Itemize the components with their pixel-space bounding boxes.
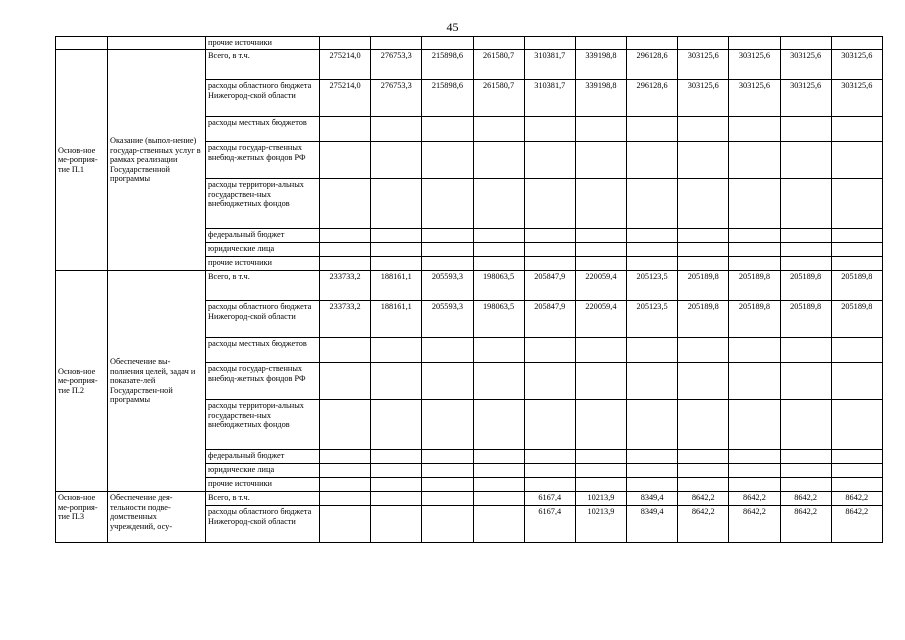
value-cell [422,243,473,257]
value-cell [371,229,422,243]
value-cell: 303125,6 [831,50,882,80]
value-cell: 8642,2 [729,492,780,506]
value-cell [473,179,524,229]
value-cell: 310381,7 [524,50,575,80]
value-cell [627,257,678,271]
value-cell [473,478,524,492]
value-cell [780,400,831,450]
value-cell [473,229,524,243]
value-cell [575,179,626,229]
measure-label: Основ-ное ме-роприя-тие П.1 [56,50,108,271]
value-cell [831,117,882,142]
value-cell [320,492,371,506]
value-cell [371,243,422,257]
value-cell: 8642,2 [678,492,729,506]
value-cell [524,37,575,50]
value-cell: 296128,6 [627,80,678,117]
value-cell [575,117,626,142]
measure-description: Обеспечение вы-полнения целей, задач и показате-лей Государствен-ной программы [108,271,206,492]
value-cell [729,464,780,478]
value-cell [320,506,371,543]
table-row [56,271,883,301]
row-label: расходы областного бюджета Нижегород-ской области [206,506,320,543]
value-cell [831,257,882,271]
value-cell [320,363,371,400]
value-cell [729,257,780,271]
value-cell: 205189,8 [780,301,831,338]
table-cell-empty [108,37,206,50]
value-cell: 8642,2 [780,506,831,543]
value-cell [831,37,882,50]
measure-label: Основ-ное ме-роприя-тие П.2 [56,271,108,492]
row-label: прочие источники [206,478,320,492]
value-cell [780,450,831,464]
row-label: прочие источники [206,257,320,271]
value-cell [831,464,882,478]
value-cell [422,179,473,229]
value-cell [524,338,575,363]
value-cell: 188161,1 [371,271,422,301]
value-cell: 188161,1 [371,301,422,338]
value-cell [780,37,831,50]
value-cell [575,257,626,271]
value-cell: 198063,5 [473,271,524,301]
value-cell [473,506,524,543]
value-cell [678,142,729,179]
value-cell: 303125,6 [678,50,729,80]
value-cell [729,37,780,50]
value-cell [524,478,575,492]
row-label: расходы областного бюджета Нижегород-ской области [206,80,320,117]
value-cell [422,478,473,492]
value-cell [678,363,729,400]
row-label: прочие источники [206,37,320,50]
value-cell [422,492,473,506]
value-cell: 205593,3 [422,271,473,301]
value-cell [524,117,575,142]
value-cell: 205123,5 [627,271,678,301]
value-cell [831,363,882,400]
value-cell [575,450,626,464]
value-cell [831,179,882,229]
value-cell [831,229,882,243]
value-cell [627,142,678,179]
value-cell [575,478,626,492]
table-row [56,492,883,506]
value-cell: 205189,8 [678,271,729,301]
value-cell [575,338,626,363]
value-cell [729,400,780,450]
value-cell: 8642,2 [780,492,831,506]
value-cell: 215898,6 [422,50,473,80]
value-cell [729,243,780,257]
value-cell [473,338,524,363]
value-cell [627,400,678,450]
value-cell: 303125,6 [729,50,780,80]
value-cell [780,464,831,478]
value-cell: 8642,2 [678,506,729,543]
value-cell [473,400,524,450]
value-cell: 10213,9 [575,492,626,506]
value-cell: 275214,0 [320,80,371,117]
value-cell [729,450,780,464]
value-cell: 8642,2 [831,506,882,543]
value-cell [371,338,422,363]
value-cell [320,257,371,271]
value-cell [627,179,678,229]
value-cell: 233733,2 [320,271,371,301]
value-cell [473,142,524,179]
value-cell [320,37,371,50]
value-cell [371,478,422,492]
value-cell [678,464,729,478]
value-cell [729,478,780,492]
row-label: Всего, в т.ч. [206,50,320,80]
value-cell [729,338,780,363]
value-cell: 8349,4 [627,492,678,506]
value-cell [320,464,371,478]
value-cell [575,243,626,257]
value-cell [678,229,729,243]
row-label: юридические лица [206,464,320,478]
value-cell [371,179,422,229]
value-cell: 303125,6 [780,50,831,80]
value-cell [627,450,678,464]
value-cell [575,363,626,400]
value-cell [371,464,422,478]
value-cell [678,400,729,450]
budget-table [55,36,883,543]
value-cell [422,464,473,478]
row-label: федеральный бюджет [206,229,320,243]
value-cell [422,363,473,400]
value-cell [524,243,575,257]
value-cell: 276753,3 [371,50,422,80]
value-cell [780,142,831,179]
value-cell [831,478,882,492]
value-cell [780,243,831,257]
value-cell [371,492,422,506]
row-label: Всего, в т.ч. [206,271,320,301]
value-cell [371,37,422,50]
value-cell [524,400,575,450]
value-cell: 198063,5 [473,301,524,338]
value-cell [320,243,371,257]
value-cell [678,117,729,142]
row-label: расходы местных бюджетов [206,117,320,142]
value-cell [831,450,882,464]
value-cell: 8349,4 [627,506,678,543]
value-cell [473,492,524,506]
value-cell [575,37,626,50]
value-cell [678,243,729,257]
value-cell [831,142,882,179]
value-cell [371,450,422,464]
row-label: расходы государ-ственных внебюд-жетных фондов РФ [206,142,320,179]
value-cell: 261580,7 [473,80,524,117]
value-cell: 10213,9 [575,506,626,543]
value-cell [780,117,831,142]
value-cell [473,117,524,142]
row-label: расходы территори-альных государствен-ных внебюджетных фондов [206,400,320,450]
value-cell [371,117,422,142]
value-cell [729,179,780,229]
value-cell [524,142,575,179]
page-number: 45 [446,20,459,34]
value-cell [831,338,882,363]
value-cell: 233733,2 [320,301,371,338]
value-cell [422,338,473,363]
value-cell [831,400,882,450]
value-cell [627,363,678,400]
value-cell: 205593,3 [422,301,473,338]
value-cell: 205189,8 [780,271,831,301]
value-cell [627,117,678,142]
value-cell [524,464,575,478]
row-label: расходы местных бюджетов [206,338,320,363]
value-cell [371,142,422,179]
value-cell [473,257,524,271]
value-cell [780,229,831,243]
value-cell [422,400,473,450]
value-cell [422,37,473,50]
value-cell [678,450,729,464]
value-cell [780,179,831,229]
value-cell [575,229,626,243]
measure-description: Обеспечение дея-тельности подве-домственных учреждений, осу- [108,492,206,543]
table-row [56,37,883,50]
value-cell [473,363,524,400]
value-cell [627,229,678,243]
value-cell [524,257,575,271]
value-cell: 205189,8 [678,301,729,338]
value-cell [575,464,626,478]
value-cell [320,450,371,464]
value-cell [320,179,371,229]
value-cell [678,478,729,492]
value-cell [320,117,371,142]
value-cell: 6167,4 [524,492,575,506]
value-cell: 8642,2 [729,506,780,543]
value-cell: 275214,0 [320,50,371,80]
value-cell [575,400,626,450]
value-cell [371,257,422,271]
value-cell: 310381,7 [524,80,575,117]
value-cell: 296128,6 [627,50,678,80]
measure-label: Основ-ное ме-роприя-тие П.3 [56,492,108,543]
value-cell [627,464,678,478]
value-cell: 339198,8 [575,50,626,80]
value-cell: 205189,8 [729,271,780,301]
value-cell: 303125,6 [780,80,831,117]
value-cell [575,142,626,179]
value-cell [831,243,882,257]
value-cell [780,363,831,400]
value-cell [320,229,371,243]
value-cell [371,363,422,400]
value-cell: 8642,2 [831,492,882,506]
value-cell [780,338,831,363]
value-cell: 215898,6 [422,80,473,117]
value-cell [422,450,473,464]
value-cell [524,363,575,400]
value-cell [320,400,371,450]
row-label: расходы государ-ственных внебюд-жетных фондов РФ [206,363,320,400]
value-cell: 205847,9 [524,271,575,301]
budget-table-body [56,37,883,543]
value-cell [422,506,473,543]
table-cell-empty [56,37,108,50]
value-cell [371,506,422,543]
value-cell: 205189,8 [729,301,780,338]
value-cell [678,179,729,229]
value-cell: 339198,8 [575,80,626,117]
value-cell: 205189,8 [831,271,882,301]
value-cell [627,37,678,50]
table-row [56,50,883,80]
value-cell [780,478,831,492]
value-cell [320,338,371,363]
value-cell [473,37,524,50]
value-cell [678,37,729,50]
measure-description: Оказание (выпол-нение) государ-ственных услуг в рамках реализации Государственной программы [108,50,206,271]
value-cell [473,450,524,464]
value-cell [422,142,473,179]
value-cell [320,478,371,492]
value-cell: 303125,6 [831,80,882,117]
value-cell: 220059,4 [575,271,626,301]
value-cell [422,257,473,271]
value-cell [729,117,780,142]
value-cell: 261580,7 [473,50,524,80]
value-cell: 205123,5 [627,301,678,338]
row-label: расходы территори-альных государствен-ных внебюджетных фондов [206,179,320,229]
value-cell [320,142,371,179]
value-cell [371,400,422,450]
value-cell [422,117,473,142]
value-cell [678,338,729,363]
row-label: юридические лица [206,243,320,257]
value-cell [627,478,678,492]
value-cell: 205847,9 [524,301,575,338]
row-label: Всего, в т.ч. [206,492,320,506]
value-cell [627,338,678,363]
value-cell [729,142,780,179]
value-cell: 276753,3 [371,80,422,117]
value-cell: 220059,4 [575,301,626,338]
value-cell [473,243,524,257]
value-cell [678,257,729,271]
value-cell: 205189,8 [831,301,882,338]
value-cell: 303125,6 [729,80,780,117]
value-cell [524,229,575,243]
value-cell [729,363,780,400]
value-cell [473,464,524,478]
value-cell [627,243,678,257]
value-cell: 303125,6 [678,80,729,117]
value-cell [524,179,575,229]
row-label: федеральный бюджет [206,450,320,464]
value-cell [729,229,780,243]
value-cell [524,450,575,464]
value-cell [780,257,831,271]
value-cell: 6167,4 [524,506,575,543]
row-label: расходы областного бюджета Нижегород-ской области [206,301,320,338]
value-cell [422,229,473,243]
